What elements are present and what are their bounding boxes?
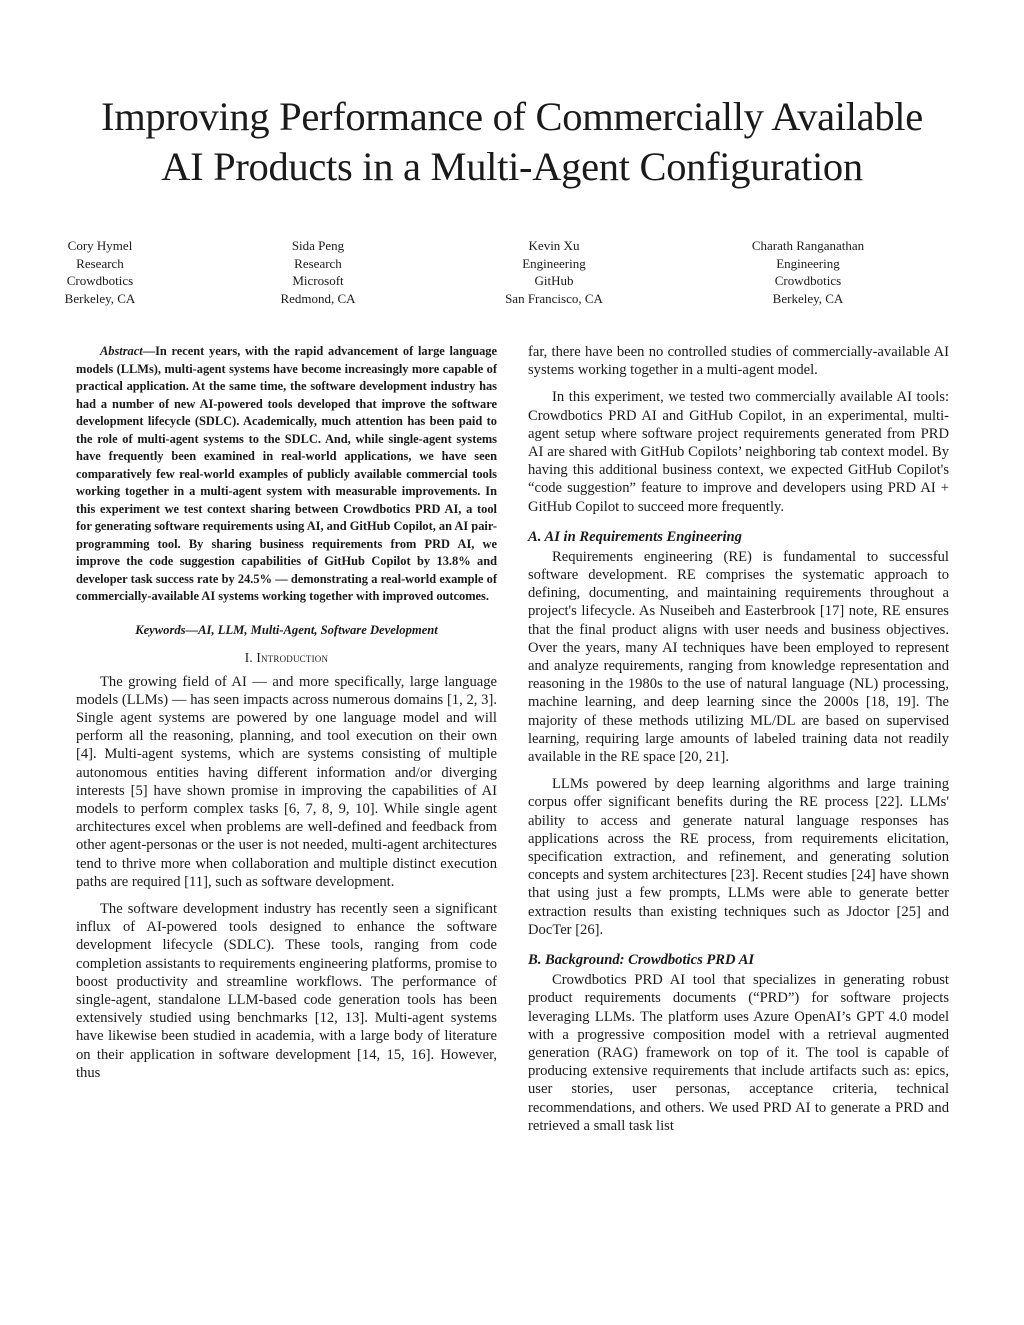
subsection-a-paragraph-2: LLMs powered by deep learning algorithms and large training corpus offer significant benefits during the RE process [22]. LLMs' ability to access and generate natural language responses has applications across the RE process, from requirements elicitation, specification extraction, and refinement, and generating solution concepts and system architectures [23]. Recent studies [24] have shown that using just a few prompts, LLMs were able to generate better extraction results than existing techniques such as Jdoctor [25] and DocTer [26]. [528, 776, 949, 938]
intro-paragraph-3: In this experiment, we tested two commercially available AI tools: Crowdbotics PRD AI and GitHub Copilot, in an experimental, multi-agent setup where software project requirements generated from PRD AI are shared with GitHub Copilots’ neighboring tab context model. By having this additional business context, we expected GitHub Copilot's “code suggestion” feature to improve and developers using PRD AI + GitHub Copilot to succeed more frequently. [528, 389, 949, 515]
author-location: Berkeley, CA [64, 290, 136, 306]
subsection-heading-b: B. Background: Crowdbotics PRD AI [528, 952, 755, 969]
abstract-dash: — [142, 344, 156, 358]
author-org: Microsoft [292, 273, 344, 288]
section-numeral: I. [244, 650, 253, 665]
author-org: Crowdbotics [774, 273, 842, 288]
author-4 [690, 237, 926, 307]
author-location: Berkeley, CA [772, 290, 844, 306]
author-block [40, 237, 984, 307]
author-dept: Research [294, 255, 342, 271]
left-column [76, 343, 497, 1082]
author-location: Redmond, CA [280, 290, 356, 306]
keywords: Keywords—AI, LLM, Multi-Agent, Software Development [135, 622, 438, 637]
author-dept: Engineering [776, 255, 840, 271]
subsection-b-paragraph-1: Crowdbotics PRD AI tool that specializes in generating robust product requirements documents (“PRD”) for software projects leveraging LLMs. The platform uses Azure OpenAI’s GPT 4.0 model with a progressive composition model with a retrieval augmented generation (RAG) framework on top of it. The tool is capable of producing extensive requirements that include artifacts such as: epics, user stories, user personas, acceptance criteria, technical recommendations, and others. We used PRD AI to generate a PRD and retrieved a small task list [528, 972, 949, 1134]
author-2 [200, 237, 436, 307]
author-org: GitHub [534, 273, 574, 288]
author-3 [436, 237, 672, 307]
title-line-1: Improving Performance of Commercially Available [101, 94, 923, 139]
abstract-text: In recent years, with the rapid advancement of large language models (LLMs), multi-agent systems have become increasingly more capable of practical application. At the same time, the software development industry has had a number of new AI-powered tools developed that improve the software development lifecycle (SDLC). Academically, much attention has been paid to the role of multi-agent systems to the SDLC. And, while single-agent systems have frequently been examined in real-world applications, we have seen comparatively few real-world examples of publicly available commercial tools working together in a multi-agent system with measurable improvements. In this experiment we test context sharing between Crowdbotics PRD AI, a tool for generating software requirements using AI, and GitHub Copilot, an AI pair-programming tool. By sharing business requirements from PRD AI, we improve the code suggestion capabilities of GitHub Copilot by 13.8% and developer task success rate by 24.5% — demonstrating a real-world example of commercially-available AI systems working together with improved outcomes. [76, 344, 497, 603]
intro-paragraph-1: The growing field of AI — and more specifically, large language models (LLMs) — has seen impacts across numerous domains [1, 2, 3]. Single agent systems are powered by one language model and will perform all the reasoning, planning, and tool execution on their own [4]. Multi-agent systems, which are systems consisting of multiple autonomous entities having different information and/or diverging interests [5] have shown promise in improving the capabilities of AI models to perform complex tasks [6, 7, 8, 9, 10]. While single agent architectures excel when problems are well-defined and feedback from other agent-personas or the user is not needed, multi-agent architectures tend to thrive more when collaboration and multiple distinct execution paths are required [11], such as software development. [76, 673, 497, 890]
intro-paragraph-continued: far, there have been no controlled studies of commercially-available AI systems working together in a multi-agent model. [528, 344, 949, 379]
author-dept: Research [76, 255, 124, 271]
right-column [528, 343, 949, 1135]
author-1 [0, 237, 218, 307]
subsection-a-paragraph-1: Requirements engineering (RE) is fundamental to successful software development. RE comprises the systematic approach to defining, documenting, and maintaining requirements throughout a project's lifecycle. As Nuseibeh and Easterbrook [17] note, RE ensures that the final product aligns with user needs and business objectives. Over the years, many AI techniques have been employed to represent and analyze requirements, ranging from knowledge representation and reasoning in the 1980s to the use of natural language (NL) processing, machine learning, and deep learning since the 2000s [18, 19]. The majority of these methods utilizing ML/DL are based on supervised learning, requiring large amounts of labeled training data not readily available in the RE space [20, 21]. [528, 548, 949, 766]
abstract-label: Abstract [100, 344, 143, 358]
title-line-2: AI Products in a Multi-Agent Configuration [161, 144, 863, 189]
author-name: Kevin Xu [528, 238, 580, 253]
author-org: Crowdbotics [66, 273, 134, 288]
intro-paragraph-2: The software development industry has recently seen a significant influx of AI-powered tools designed to enhance the software development lifecycle (SDLC). These tools, ranging from code completion assistants to requirements engineering platforms, promise to boost productivity and streamline workflows. The performance of single-agent, standalone LLM-based code generation tools has been extensively studied using benchmarks [12, 13]. Multi-agent systems have likewise been studied in academia, with a large body of literature on their application in software development [14, 15, 16]. However, thus [76, 900, 497, 1081]
author-location: San Francisco, CA [505, 290, 603, 306]
section-heading-introduction [76, 649, 497, 667]
paper-title [40, 92, 984, 192]
subsection-heading-a: A. AI in Requirements Engineering [528, 528, 742, 545]
abstract [76, 343, 497, 606]
author-name: Charath Ranganathan [751, 238, 865, 253]
section-title: Introduction [256, 650, 329, 665]
author-name: Cory Hymel [67, 238, 133, 253]
author-name: Sida Peng [291, 238, 345, 253]
author-dept: Engineering [522, 255, 586, 271]
